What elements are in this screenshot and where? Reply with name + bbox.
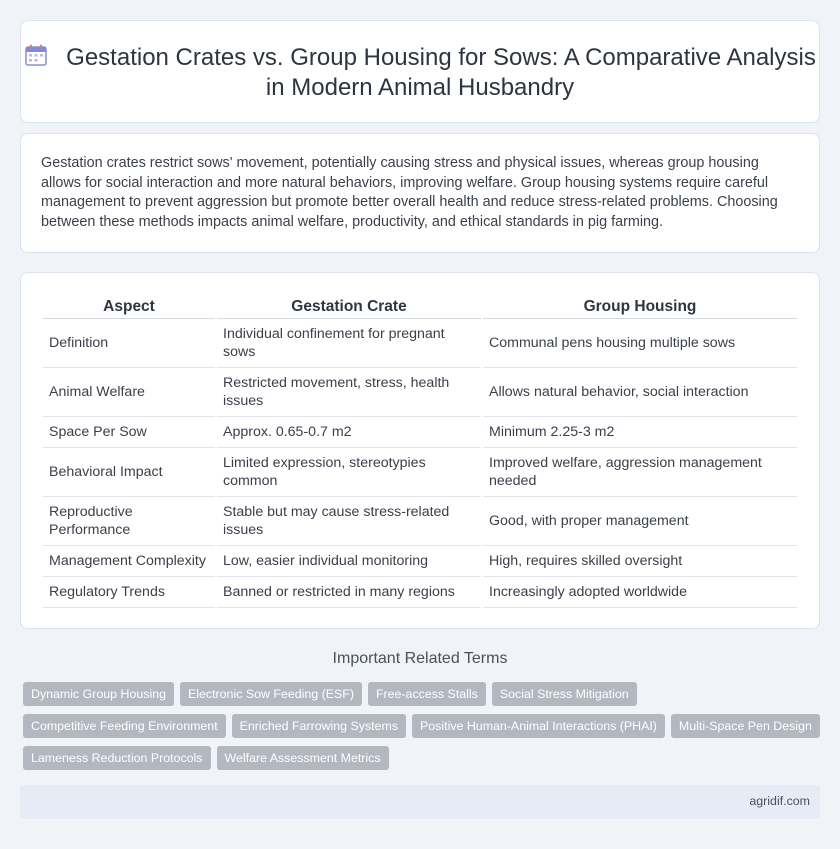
table-row: [43, 448, 797, 497]
related-term-tag[interactable]: Competitive Feeding Environment: [23, 714, 226, 738]
row-crate: Low, easier individual monitoring: [217, 546, 481, 577]
related-terms-list: [23, 682, 823, 770]
row-crate: Limited expression, stereotypies common: [217, 448, 481, 497]
header-card: [20, 20, 820, 123]
row-crate: Approx. 0.65-0.7 m2: [217, 417, 481, 448]
table-row: [43, 546, 797, 577]
row-group: Good, with proper management: [483, 497, 797, 546]
page-title-row: [21, 43, 819, 103]
row-group: Improved welfare, aggression management needed: [483, 448, 797, 497]
header-aspect: Aspect: [43, 295, 215, 319]
table-row: [43, 577, 797, 608]
related-term-tag[interactable]: Social Stress Mitigation: [492, 682, 637, 706]
related-term-tag[interactable]: Welfare Assessment Metrics: [217, 746, 389, 770]
intro-paragraph: Gestation crates restrict sows' movement, potentially causing stress and physical issues, whereas group housing allows for social interaction and more natural behaviors, improving welfare. Group housing systems require careful management to prevent aggression but promote better overall health and reduce stress-related problems. Choosing between these methods impacts animal welfare, productivity, and ethical standards in pig farming.: [41, 155, 778, 230]
table-row: [43, 417, 797, 448]
intro-card: [20, 133, 820, 253]
related-term-tag[interactable]: Electronic Sow Feeding (ESF): [180, 682, 362, 706]
row-group: High, requires skilled oversight: [483, 546, 797, 577]
footer-site-link[interactable]: agridif.com: [749, 794, 810, 808]
table-header-row: [43, 295, 797, 319]
header-group-housing: Group Housing: [483, 295, 797, 319]
row-aspect: Behavioral Impact: [43, 448, 215, 497]
comparison-card: [20, 272, 820, 629]
row-group: Minimum 2.25-3 m2: [483, 417, 797, 448]
related-term-tag[interactable]: Free-access Stalls: [368, 682, 486, 706]
calendar-icon: [24, 43, 48, 67]
table-row: [43, 368, 797, 417]
related-term-tag[interactable]: Positive Human-Animal Interactions (PHAI): [412, 714, 665, 738]
row-aspect: Definition: [43, 319, 215, 368]
table-row: [43, 497, 797, 546]
footer: [20, 785, 820, 819]
table-row: [43, 319, 797, 368]
row-crate: Individual confinement for pregnant sows: [217, 319, 481, 368]
row-aspect: Management Complexity: [43, 546, 215, 577]
row-aspect: Reproductive Performance: [43, 497, 215, 546]
related-term-tag[interactable]: Multi-Space Pen Design: [671, 714, 820, 738]
related-term-tag[interactable]: Lameness Reduction Protocols: [23, 746, 211, 770]
row-aspect: Space Per Sow: [43, 417, 215, 448]
row-group: Increasingly adopted worldwide: [483, 577, 797, 608]
related-term-tag[interactable]: Dynamic Group Housing: [23, 682, 174, 706]
row-crate: Restricted movement, stress, health issues: [217, 368, 481, 417]
comparison-table: [41, 295, 799, 608]
header-gestation-crate: Gestation Crate: [217, 295, 481, 319]
row-group: Communal pens housing multiple sows: [483, 319, 797, 368]
related-term-tag[interactable]: Enriched Farrowing Systems: [232, 714, 406, 738]
row-aspect: Animal Welfare: [43, 368, 215, 417]
related-terms-title: Important Related Terms: [332, 650, 508, 667]
page-title: Gestation Crates vs. Group Housing for Sows: A Comparative Analysis in Modern Animal Husbandry: [66, 44, 816, 101]
row-aspect: Regulatory Trends: [43, 577, 215, 608]
row-crate: Banned or restricted in many regions: [217, 577, 481, 608]
row-group: Allows natural behavior, social interaction: [483, 368, 797, 417]
row-crate: Stable but may cause stress-related issues: [217, 497, 481, 546]
